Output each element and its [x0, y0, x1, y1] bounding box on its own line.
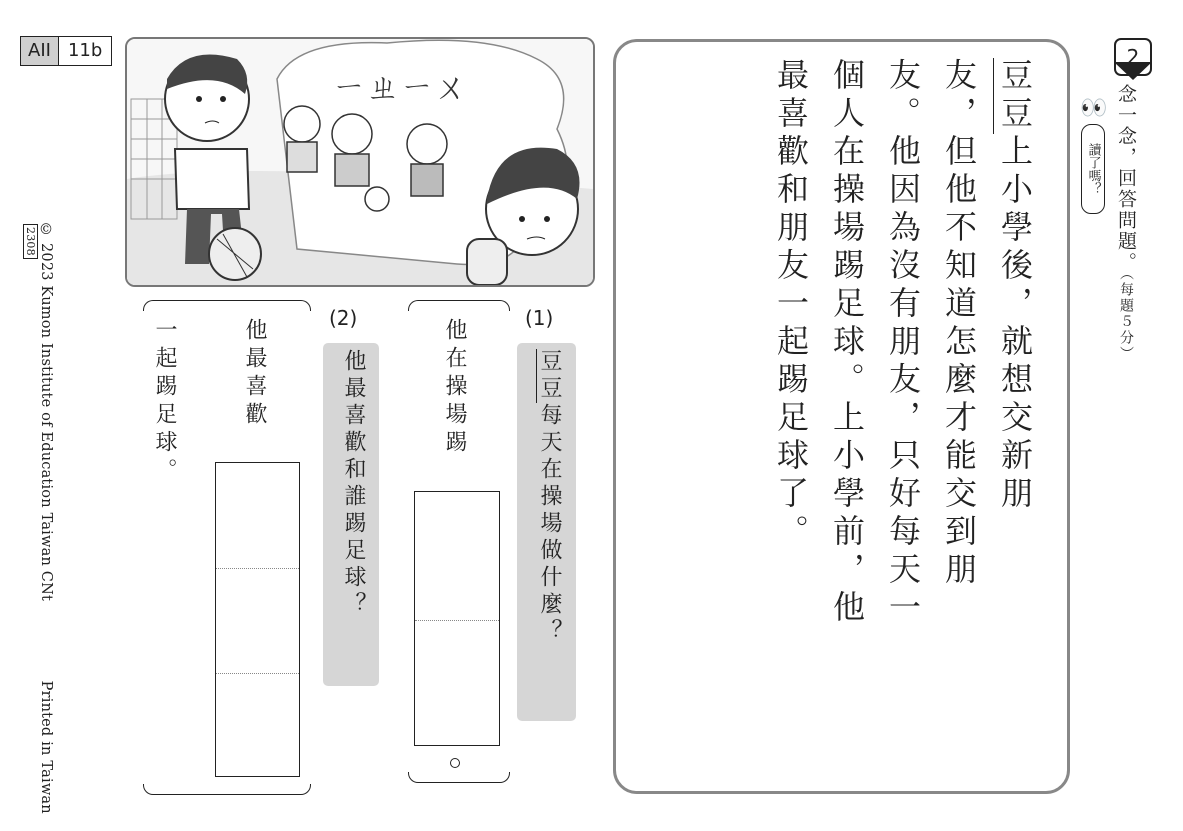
q1-bracket-top — [408, 300, 510, 311]
q1-question-rest: 每天在操場做什麼？ — [537, 403, 562, 646]
level-code: 11b — [67, 40, 103, 61]
q1-question-text — [536, 349, 562, 646]
q2-answer-suffix: 一起踢足球。 — [152, 318, 177, 486]
q2-bracket-top — [143, 300, 311, 311]
q1-bracket-bottom — [408, 772, 510, 783]
printed-text: Printed in Taiwan — [38, 680, 54, 814]
level-label — [20, 36, 112, 66]
story-body: 上小學後，就想交新朋 友，但他不知道怎麼才能交到朋 友。他因為沒有朋友，只好每天一 個人在操場踢足球。上小學前，他 最喜歡和朋友一起踢足球了。 — [772, 58, 1034, 628]
instruction — [1114, 84, 1138, 362]
q1-period-mark — [450, 758, 460, 768]
q1-question-name: 豆豆 — [537, 349, 562, 403]
soccer-illustration — [127, 39, 593, 285]
copyright-sidebar — [22, 222, 54, 831]
read-check-badge — [1081, 124, 1105, 214]
illustration — [125, 37, 595, 287]
question-number-text: 2 — [1126, 45, 1140, 69]
instruction-text: 念一念，回答問題。 — [1115, 84, 1137, 273]
story-name: 豆豆 — [993, 58, 1034, 134]
q1-answer-divider — [415, 620, 499, 621]
story-passage — [613, 39, 1070, 794]
q2-answer-divider-1 — [216, 568, 299, 569]
q2-answer-divider-2 — [216, 673, 299, 674]
question-number-marker — [1114, 62, 1152, 80]
q2-answer-box[interactable] — [215, 462, 300, 777]
q1-answer-box[interactable] — [414, 491, 500, 746]
q2-question-text: 他最喜歡和誰踢足球？ — [341, 349, 366, 619]
level-name: AII — [21, 37, 59, 65]
q1-question-box — [517, 343, 576, 721]
story-text — [763, 58, 1043, 778]
q2-label: (2) — [329, 306, 358, 330]
q2-question-box — [323, 343, 379, 686]
shout-text: ㄧㄓㄧㄨ — [332, 68, 468, 108]
copyright-text: © 2023 Kumon Institute of Education Taiwan CNt — [38, 222, 54, 602]
print-code: 2308 — [23, 224, 38, 259]
points-text: （每題５分） — [1118, 273, 1134, 362]
q2-bracket-bottom — [143, 784, 311, 795]
q1-answer-prefix: 他在操場踢 — [442, 318, 467, 458]
q2-answer-prefix: 他最喜歡 — [242, 318, 267, 430]
read-badge-text: 讀了嗎？ — [1085, 143, 1101, 195]
eyes-icon: 👀 — [1080, 96, 1108, 121]
q1-label: (1) — [525, 306, 554, 330]
